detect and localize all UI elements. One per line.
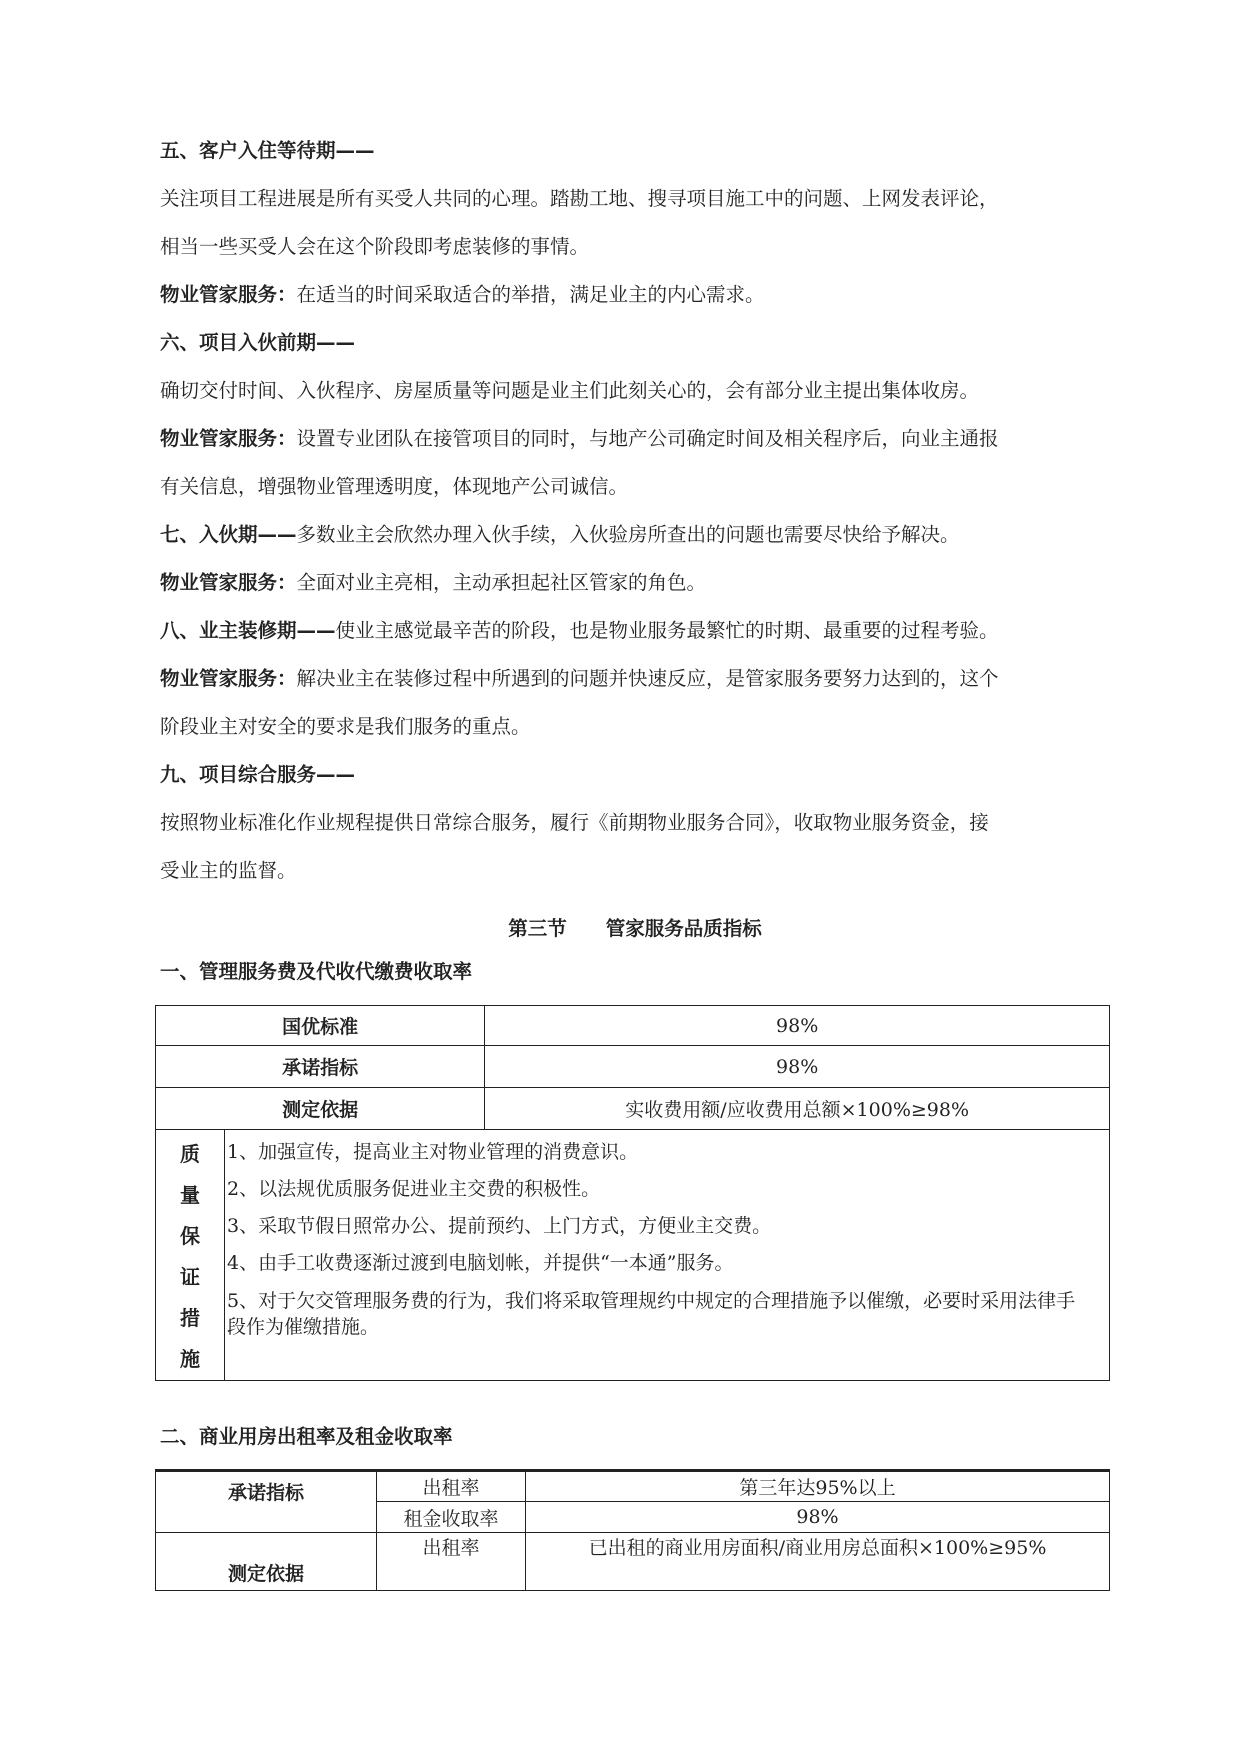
table-value: 98%	[485, 1006, 1110, 1046]
service-text: 设置专业团队在接管项目的同时，与地产公司确定时间及相关程序后，向业主通报	[296, 427, 999, 450]
table-value: 实收费用额/应收费用总额×100%≥98%	[485, 1088, 1110, 1130]
service-label: 物业管家服务：	[160, 283, 297, 306]
table-label: 测定依据	[156, 1088, 485, 1130]
fee-collection-table	[155, 1005, 1110, 1381]
table-value: 98%	[485, 1046, 1110, 1088]
s8-heading: 八、业主装修期——	[160, 619, 336, 642]
measures-side-label	[156, 1130, 225, 1381]
table-value: 已出租的商业用房面积/商业用房总面积×100%≥95%	[526, 1533, 1110, 1591]
table-sublabel: 租金收取率	[377, 1502, 526, 1533]
s8-line	[160, 607, 1110, 655]
t1-heading: 一、管理服务费及代收代缴费收取率	[160, 960, 473, 983]
table-label: 承诺指标	[156, 1471, 377, 1533]
s5-service	[160, 271, 1110, 319]
s6-body: 确切交付时间、入伙程序、房屋质量等问题是业主们此刻关心的，会有部分业主提出集体收房。	[160, 379, 980, 402]
service-label: 物业管家服务：	[160, 427, 297, 450]
s8-service-2: 阶段业主对安全的要求是我们服务的重点。	[160, 715, 531, 738]
measure-item: 1、加强宣传，提高业主对物业管理的消费意识。	[227, 1141, 639, 1163]
table-sublabel: 出租率	[377, 1533, 526, 1591]
s6-service	[160, 415, 1110, 463]
table-label: 承诺指标	[156, 1046, 485, 1088]
s8-service	[160, 655, 1110, 703]
s5-heading: 五、客户入住等待期——	[160, 139, 375, 162]
s7-line	[160, 511, 1110, 559]
service-text: 解决业主在装修过程中所遇到的问题并快速反应，是管家服务要努力达到的，这个	[296, 667, 999, 690]
s6-service-2: 有关信息，增强物业管理透明度，体现地产公司诚信。	[160, 475, 629, 498]
s7-body: 多数业主会欣然办理入伙手续，入伙验房所查出的问题也需要尽快给予解决。	[296, 523, 960, 546]
table-label: 测定依据	[156, 1533, 377, 1591]
side-char: 量	[180, 1183, 200, 1207]
s9-heading: 九、项目综合服务——	[160, 763, 356, 786]
side-char: 质	[180, 1142, 200, 1166]
side-char: 措	[180, 1306, 200, 1330]
s5-body-1: 关注项目工程进展是所有买受人共同的心理。踏勘工地、搜寻项目施工中的问题、上网发表评论，	[160, 187, 999, 210]
section-title: 第三节 管家服务品质指标	[508, 917, 762, 940]
service-text: 在适当的时间采取适合的举措，满足业主的内心需求。	[296, 283, 765, 306]
side-char: 保	[180, 1224, 200, 1248]
measure-item: 3、采取节假日照常办公、提前预约、上门方式，方便业主交费。	[227, 1215, 772, 1237]
measure-item: 4、由手工收费逐渐过渡到电脑划帐，并提供“一本通”服务。	[227, 1252, 734, 1274]
side-char: 证	[180, 1265, 200, 1289]
service-label: 物业管家服务：	[160, 667, 297, 690]
service-label: 物业管家服务：	[160, 571, 297, 594]
measures-list	[225, 1130, 1110, 1381]
s8-body: 使业主感觉最辛苦的阶段，也是物业服务最繁忙的时期、最重要的过程考验。	[335, 619, 999, 642]
s5-body-2: 相当一些买受人会在这个阶段即考虑装修的事情。	[160, 235, 590, 258]
measure-item: 2、以法规优质服务促进业主交费的积极性。	[227, 1178, 601, 1200]
table-value: 98%	[526, 1502, 1110, 1533]
service-text: 全面对业主亮相，主动承担起社区管家的角色。	[296, 571, 707, 594]
side-char: 施	[180, 1347, 200, 1371]
measure-item: 5、对于欠交管理服务费的行为，我们将采取管理规约中规定的合理措施予以催缴，必要时采用法律手段作为催缴措施。	[227, 1290, 1076, 1338]
s7-heading: 七、入伙期——	[160, 523, 297, 546]
s9-body-1: 按照物业标准化作业规程提供日常综合服务，履行《前期物业服务合同》，收取物业服务资金，接	[160, 811, 989, 834]
t2-heading: 二、商业用房出租率及租金收取率	[160, 1425, 453, 1448]
table-value: 第三年达95%以上	[526, 1471, 1110, 1502]
rental-table	[155, 1469, 1110, 1591]
s9-body-2: 受业主的监督。	[160, 859, 297, 882]
s7-service	[160, 559, 1110, 607]
table-label: 国优标准	[156, 1006, 485, 1046]
s6-heading: 六、项目入伙前期——	[160, 331, 356, 354]
table-sublabel: 出租率	[377, 1471, 526, 1502]
